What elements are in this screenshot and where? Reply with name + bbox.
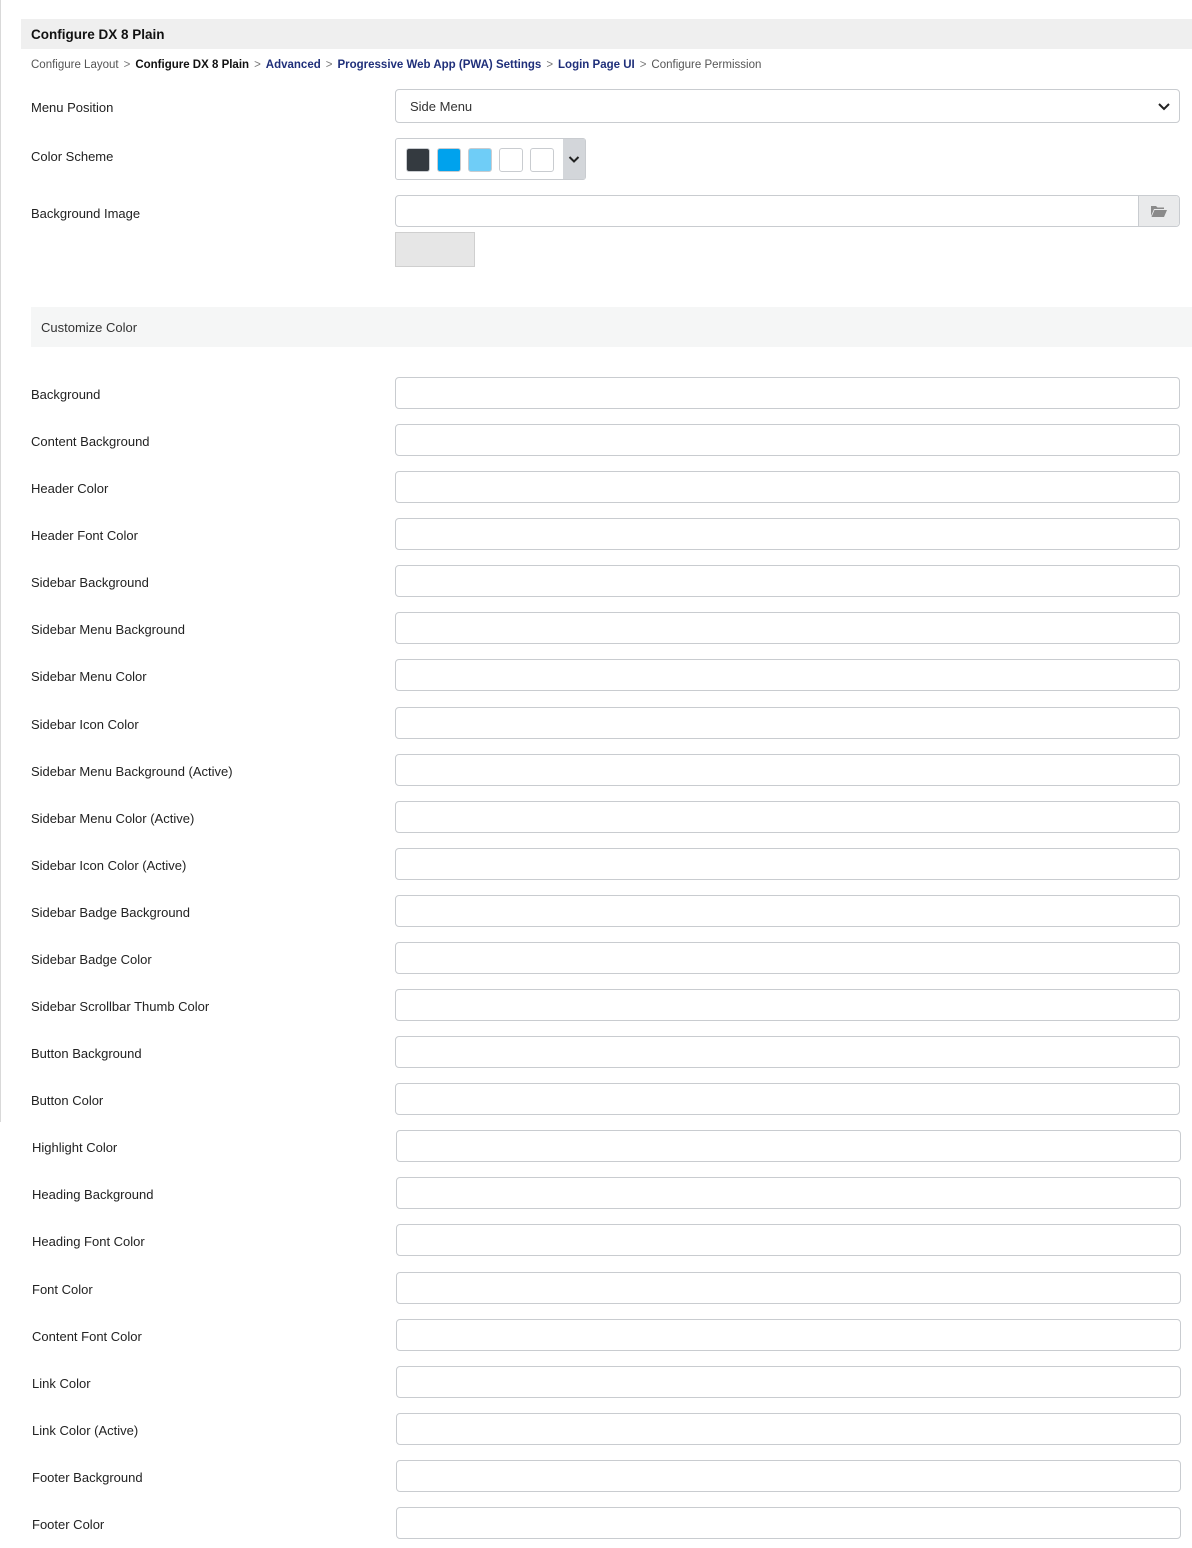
color-input[interactable]: [396, 1366, 1181, 1398]
color-field-label: Link Color: [32, 1376, 91, 1391]
breadcrumb: [31, 58, 761, 72]
color-input[interactable]: [395, 1083, 1180, 1115]
color-swatch: [530, 148, 554, 172]
color-input[interactable]: [395, 801, 1180, 833]
color-input[interactable]: [395, 612, 1180, 644]
color-input[interactable]: [396, 1224, 1181, 1256]
color-input[interactable]: [395, 518, 1180, 550]
breadcrumb-separator: >: [123, 59, 131, 71]
color-input[interactable]: [395, 942, 1180, 974]
color-field-label: Sidebar Menu Background: [31, 622, 185, 637]
color-input[interactable]: [395, 659, 1180, 691]
background-image-label: Background Image: [31, 206, 141, 221]
color-input[interactable]: [395, 754, 1180, 786]
color-field-label: Sidebar Badge Background: [31, 905, 191, 920]
color-field-label: Header Font Color: [31, 528, 138, 543]
left-frame-border: [0, 0, 1, 1122]
background-image-input[interactable]: [395, 195, 1180, 227]
color-input[interactable]: [395, 424, 1180, 456]
color-field-label: Sidebar Scrollbar Thumb Color: [31, 999, 210, 1014]
page-title: Configure DX 8 Plain: [31, 26, 165, 42]
breadcrumb-item[interactable]: Advanced: [265, 59, 321, 71]
color-field-label: Sidebar Icon Color: [31, 717, 139, 732]
color-input[interactable]: [396, 1413, 1181, 1445]
breadcrumb-item[interactable]: Progressive Web App (PWA) Settings: [337, 59, 542, 71]
color-field-label: Sidebar Badge Color: [31, 952, 152, 967]
menu-position-select[interactable]: [395, 89, 1180, 123]
color-field-label: Heading Font Color: [32, 1234, 145, 1249]
menu-position-value: Side Menu: [410, 98, 473, 114]
color-field-label: Content Font Color: [32, 1329, 142, 1344]
color-field-label: Highlight Color: [32, 1140, 118, 1155]
color-swatch: [437, 148, 461, 172]
customize-color-section-header: [31, 307, 1192, 347]
color-scheme-label: Color Scheme: [31, 149, 114, 164]
breadcrumb-item: Configure DX 8 Plain: [135, 59, 250, 71]
color-field-label: Heading Background: [32, 1187, 154, 1202]
color-input[interactable]: [396, 1272, 1181, 1304]
color-input[interactable]: [395, 377, 1180, 409]
breadcrumb-item[interactable]: Configure Layout: [31, 59, 119, 71]
color-swatch: [468, 148, 492, 172]
color-input[interactable]: [395, 707, 1180, 739]
breadcrumb-item[interactable]: Configure Permission: [651, 59, 762, 71]
color-field-label: Background: [31, 387, 101, 402]
color-scheme-dropdown-toggle[interactable]: [563, 139, 585, 179]
color-scheme-picker[interactable]: [395, 138, 586, 180]
color-field-label: Sidebar Icon Color (Active): [31, 858, 187, 873]
menu-position-label: Menu Position: [31, 100, 114, 115]
color-field-label: Button Color: [31, 1093, 104, 1108]
breadcrumb-separator: >: [325, 59, 333, 71]
breadcrumb-separator: >: [546, 59, 554, 71]
color-input[interactable]: [395, 565, 1180, 597]
color-field-label: Font Color: [32, 1282, 93, 1297]
color-field-label: Button Background: [31, 1046, 142, 1061]
breadcrumb-item[interactable]: Login Page UI: [558, 59, 635, 71]
section-title: Customize Color: [41, 319, 138, 335]
breadcrumb-separator: >: [254, 59, 261, 71]
chevron-down-icon: [568, 153, 580, 165]
color-swatch: [499, 148, 523, 172]
color-input[interactable]: [395, 471, 1180, 503]
folder-open-icon: [1150, 204, 1168, 218]
color-input[interactable]: [395, 895, 1180, 927]
color-field-label: Header Color: [31, 481, 109, 496]
page-title-bar: [21, 19, 1192, 49]
color-swatch: [406, 148, 430, 172]
color-field-label: Sidebar Menu Background (Active): [31, 764, 233, 779]
color-input[interactable]: [396, 1507, 1181, 1539]
color-field-label: Sidebar Background: [31, 575, 149, 590]
browse-button[interactable]: [1138, 196, 1179, 226]
color-field-label: Footer Color: [32, 1517, 105, 1532]
color-field-label: Sidebar Menu Color (Active): [31, 811, 195, 826]
color-input[interactable]: [395, 989, 1180, 1021]
color-input[interactable]: [395, 848, 1180, 880]
color-input[interactable]: [395, 1036, 1180, 1068]
color-field-label: Sidebar Menu Color: [31, 669, 147, 684]
color-field-label: Content Background: [31, 434, 150, 449]
color-input[interactable]: [396, 1130, 1181, 1162]
background-image-preview: [395, 232, 475, 267]
color-input[interactable]: [396, 1460, 1181, 1492]
chevron-down-icon: [1157, 99, 1171, 113]
breadcrumb-separator: >: [639, 59, 647, 71]
color-field-label: Footer Background: [32, 1470, 143, 1485]
color-input[interactable]: [396, 1319, 1181, 1351]
color-field-label: Link Color (Active): [32, 1423, 139, 1438]
color-input[interactable]: [396, 1177, 1181, 1209]
